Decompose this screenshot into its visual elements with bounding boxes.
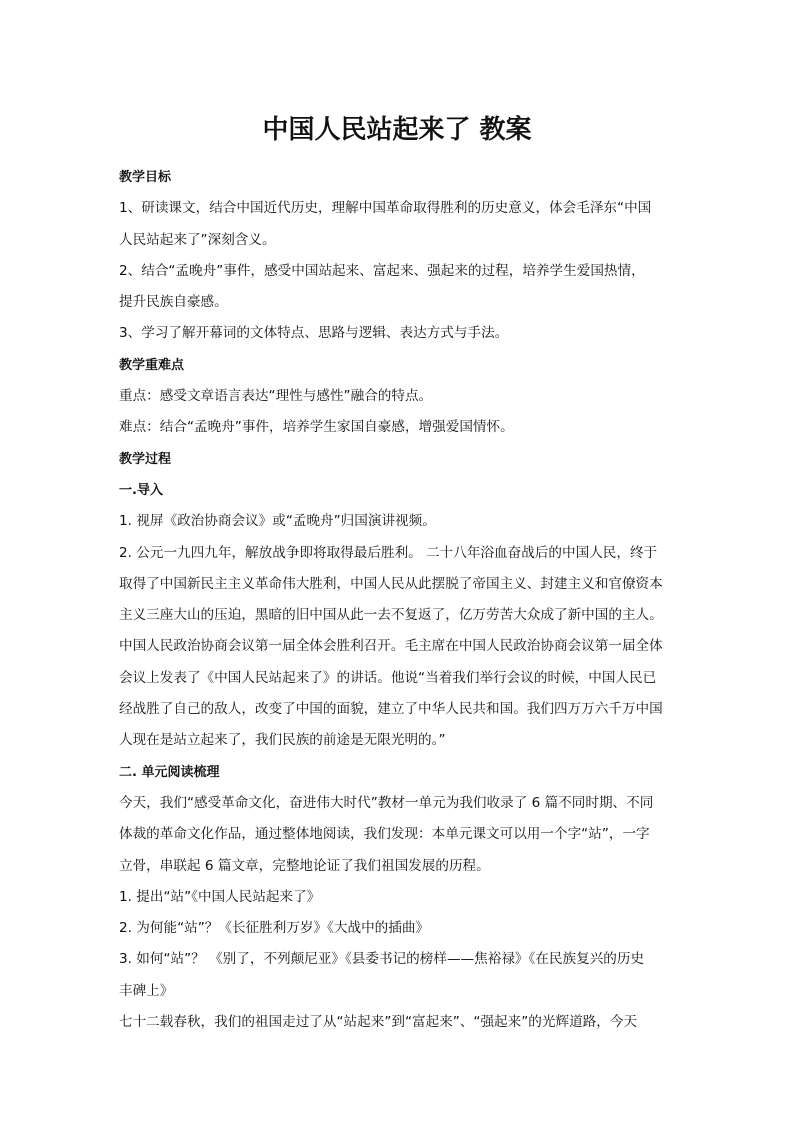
difficult-point: 难点：结合“孟晚舟”事件，培养学生家国自豪感，增强爱国情怀。 (119, 419, 514, 436)
unit-item-3-line-1: 3. 如何“站”？ 《别了，不列颠尼亚》《县委书记的榜样——焦裕禄》《在民族复兴的历史 (119, 951, 645, 968)
goal-3: 3、学习了解开幕词的文体特点、思路与逻辑、表达方式与手法。 (119, 325, 509, 342)
intro-item-2-line-3: 主义三座大山的压迫，黑暗的旧中国从此一去不复返了，亿万劳苦大众成了新中国的主人。 (119, 607, 663, 624)
intro-item-1: 1. 视屏《政治协商会议》或“孟晚舟”归国演讲视频。 (119, 513, 436, 530)
goal-1-line-2: 人民站起来了”深刻含义。 (119, 231, 276, 248)
intro-item-2-line-6: 经战胜了自己的敌人，改变了中国的面貌，建立了中华人民共和国。我们四万万六千万中国 (119, 701, 663, 718)
key-point: 重点：感受文章语言表达“理性与感性”融合的特点。 (119, 388, 433, 405)
goals-heading: 教学目标 (119, 170, 172, 185)
intro-item-2-line-5: 会议上发表了《中国人民站起来了》的讲话。他说“当着我们举行会议的时候，中国人民已 (119, 669, 657, 686)
unit-item-1: 1. 提出“站”《中国人民站起来了》 (119, 888, 321, 905)
unit-paragraph-line-3: 立骨，串联起 6 篇文章，完整地论证了我们祖国发展的历程。 (119, 857, 490, 874)
unit-item-2: 2. 为何能“站”？《长征胜利万岁》《大战中的插曲》 (119, 920, 430, 937)
goal-2-line-2: 提升民族自豪感。 (119, 294, 228, 311)
intro-item-2-line-4: 中国人民政治协商会议第一届全体会胜利召开。毛主席在中国人民政治协商会议第一届全体 (119, 638, 663, 655)
unit-paragraph-line-2: 体裁的革命文化作品，通过整体地阅读，我们发现：本单元课文可以用一个字“站”，一字 (119, 826, 650, 843)
goal-2-line-1: 2、结合“孟晚舟”事件，感受中国站起来、富起来、强起来的过程，培养学生爱国热情， (119, 262, 645, 279)
intro-item-2-line-1: 2. 公元一九四九年，解放战争即将取得最后胜利。 二十八年浴血奋战后的中国人民，终于 (119, 544, 658, 561)
key-difficult-heading: 教学重难点 (119, 357, 185, 373)
document-body (119, 162, 681, 1038)
page-title: 中国人民站起来了 教案 (262, 115, 532, 145)
intro-item-2-line-7: 人现在是站立起来了，我们民族的前途是无限光明的。” (119, 732, 446, 749)
goal-1-line-1: 1、研读课文，结合中国近代历史，理解中国革命取得胜利的历史意义，体会毛泽东“中国 (119, 200, 652, 217)
intro-heading: 一.导入 (119, 482, 163, 498)
unit-heading: 二. 单元阅读梳理 (119, 764, 220, 780)
intro-item-2-line-2: 取得了中国新民主主义革命伟大胜利，中国人民从此摆脱了帝国主义、封建主义和官僚资本 (119, 575, 663, 592)
unit-item-3-line-2: 丰碑上》 (119, 982, 174, 999)
closing-line: 七十二载春秋，我们的祖国走过了从“站起来”到“富起来”、“强起来”的光辉道路，今天 (119, 1014, 638, 1031)
process-heading: 教学过程 (119, 451, 172, 467)
unit-paragraph-line-1: 今天，我们“感受革命文化，奋进伟大时代”教材一单元为我们收录了 6 篇不同时期、不同 (119, 794, 654, 811)
